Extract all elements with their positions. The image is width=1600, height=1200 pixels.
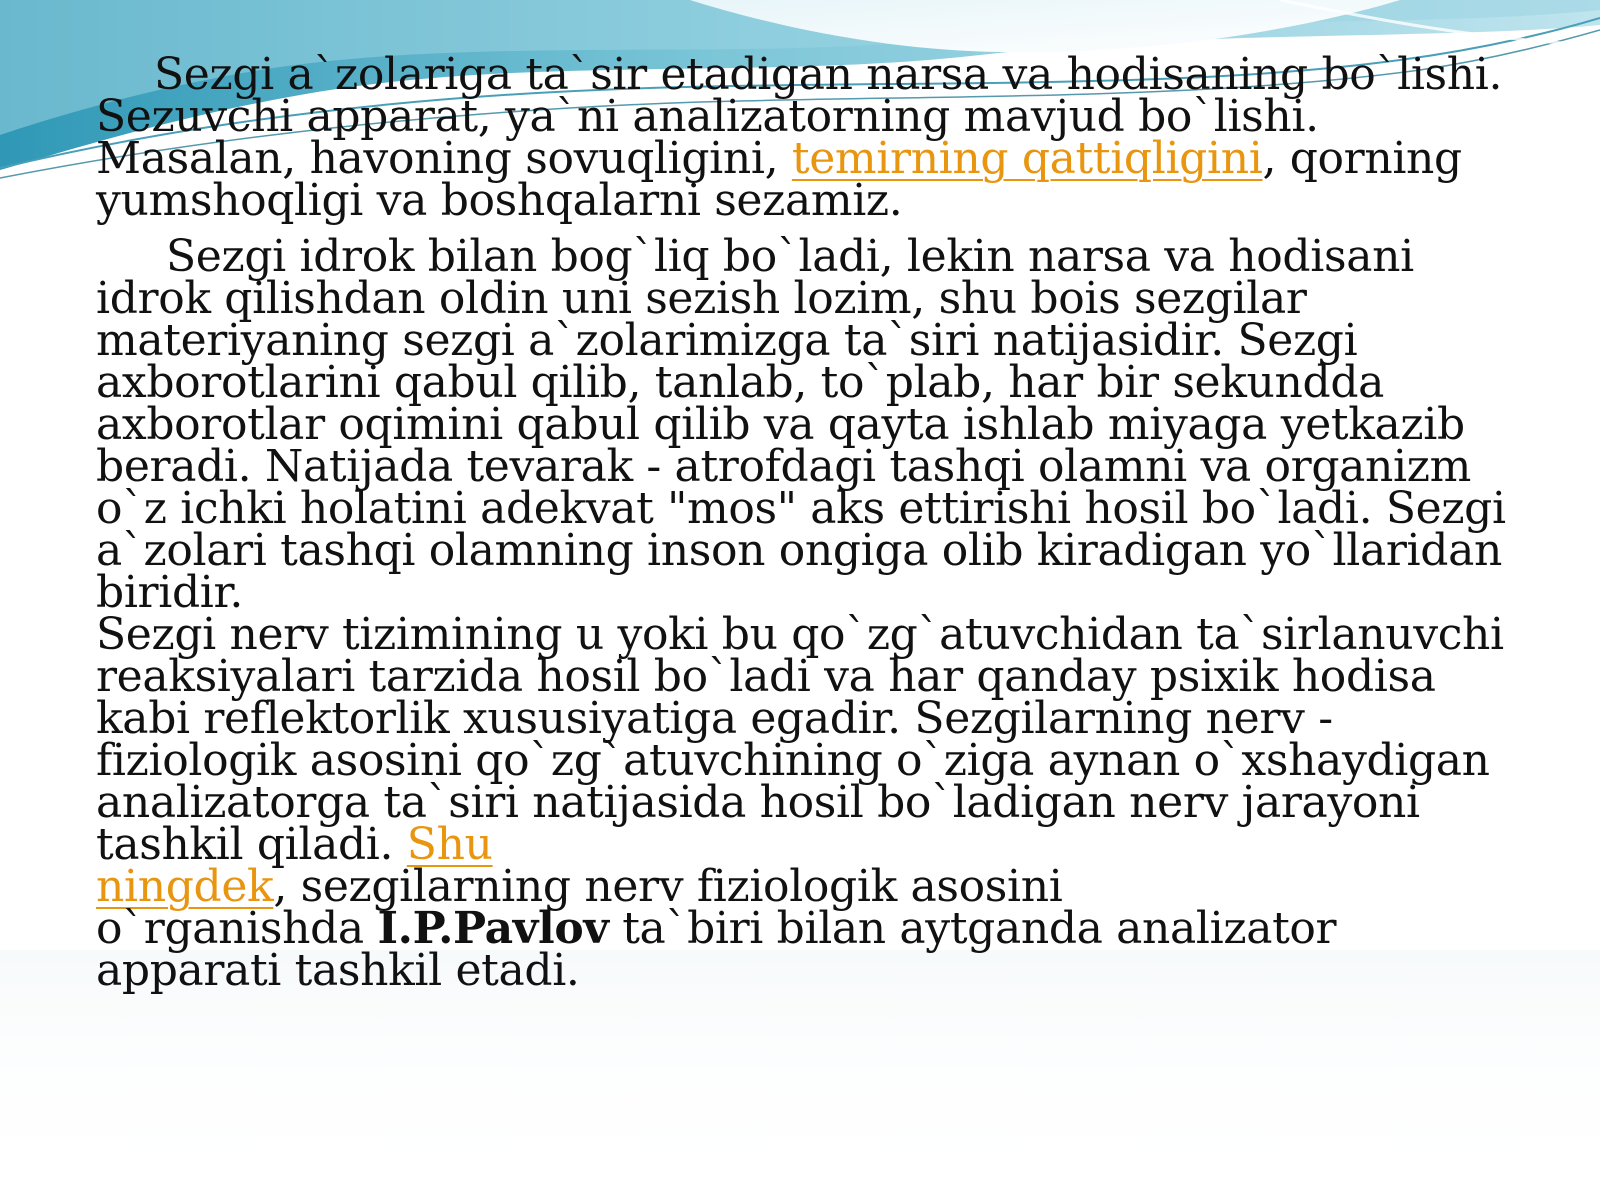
author-name-bold: I.P.Pavlov — [377, 903, 609, 954]
paragraph-1-tail: , qorning yumshoqligi va boshqalarni sezamiz. — [96, 133, 1462, 226]
link-temirning-qattiqligini[interactable]: temirning qattiqligini — [791, 133, 1263, 184]
paragraph-2-text-c: , sezgilarning nerv fiziologik asosini — [273, 861, 1063, 912]
paragraph-2-text-d: o`rganishda — [96, 903, 378, 954]
paragraph-2-text-e: ta`biri bilan aytganda analizator apparati tashkil etadi. — [96, 903, 1337, 996]
link-shu[interactable]: Shu — [406, 819, 493, 870]
paragraph-1 — [96, 49, 1516, 226]
paragraph-2-text-b: Sezgi nerv tizimining u yoki bu qo`zg`atuvchidan ta`sirlanuvchi reaksiyalari tarzida hosil bo`ladi va har qanday psixik hodisa kabi reflektorlik xususiyatiga egadir. Sezgilarning nerv - fiziologik asosini qo`zg`atuvchining o`ziga aynan o`xshaydigan analizatorga ta`siri natijasida hosil bo`ladigan nerv jarayoni tashkil qiladi. — [96, 609, 1504, 870]
paragraph-1-text: Sezgi a`zolariga ta`sir etadigan narsa va hodisaning bo`lishi. Sezuvchi apparat, ya`ni analizatorning mavjud bo`lishi. Masalan, havoning sovuqligini, — [96, 49, 1503, 184]
paragraph-2 — [96, 231, 1516, 996]
paragraph-2-text-a: Sezgi idrok bilan bog`liq bo`ladi, lekin narsa va hodisani idrok qilishdan oldin uni sezish lozim, shu bois sezgilar materiyaning sezgi a`zolarimizga ta`siri natijasidir. Sezgi axborotlarini qabul qilib, tanlab, to`plab, har bir sekundda axborotlar oqimini qabul qilib va qayta ishlab miyaga yetkazib beradi. Natijada tevarak - atrofdagi tashqi olamni va organizm o`z ichki holatini adekvat "mos" aks ettirishi hosil bo`ladi. Sezgi a`zolari tashqi olamning inson ongiga olib kiradigan yo`llaridan biridir. — [96, 231, 1506, 618]
slide-body — [96, 49, 1516, 996]
link-ningdek[interactable]: ningdek — [96, 861, 274, 912]
